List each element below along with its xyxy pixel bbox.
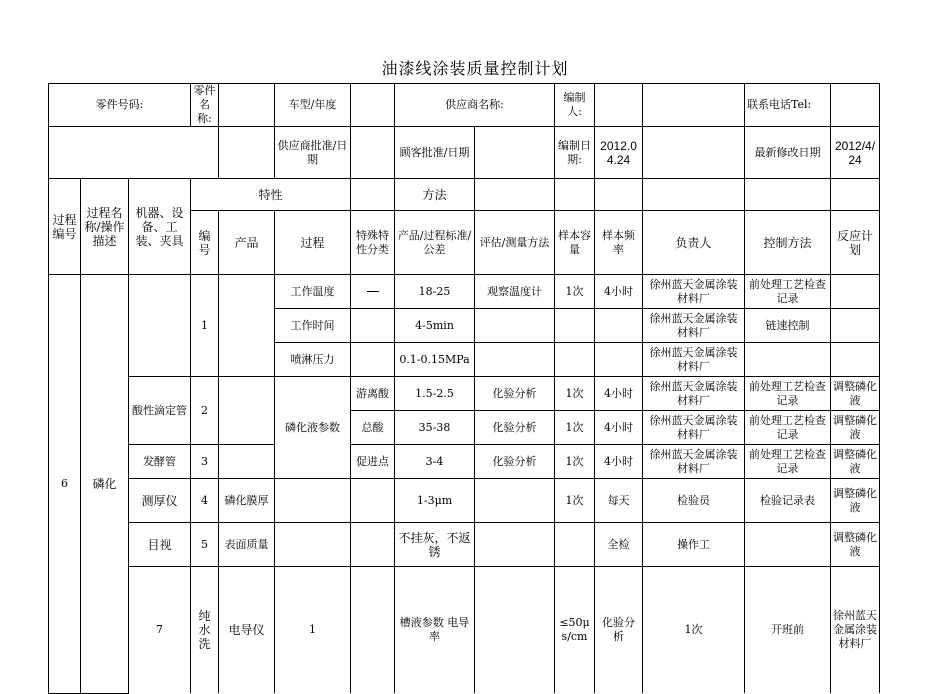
- characteristic-number: 5: [191, 523, 219, 567]
- reaction-plan: 调整磷化液: [831, 445, 880, 479]
- machine-cell: [129, 275, 191, 377]
- sample-size: [555, 523, 595, 567]
- control-method: 前处理工艺检查记录: [745, 275, 831, 309]
- owner: 徐州蓝天金属涂装材料厂: [643, 343, 745, 377]
- special-class-cell: [351, 275, 395, 309]
- specification: 4-5min: [395, 309, 475, 343]
- process-characteristic: 磷化液参数: [275, 377, 351, 479]
- column-header-row-1: [49, 179, 880, 211]
- dash-mark: [367, 291, 379, 292]
- owner: 操作工: [643, 523, 745, 567]
- column-product: 产品: [219, 211, 275, 275]
- sample-size: [555, 309, 595, 343]
- sample-size: 1次: [555, 445, 595, 479]
- blank-cell: [745, 179, 831, 211]
- blank-cell: [475, 179, 555, 211]
- blank-cell: [595, 179, 643, 211]
- process-number: 6: [49, 275, 81, 694]
- column-process: 过程: [275, 211, 351, 275]
- characteristic-number: 2: [191, 377, 219, 445]
- special-class-cell: [351, 479, 395, 523]
- evaluation-technique: [475, 523, 555, 567]
- header-row-1: [49, 84, 880, 127]
- blank-cell: [219, 127, 275, 179]
- blank-cell: [643, 84, 745, 127]
- process-characteristic: 喷淋压力: [275, 343, 351, 377]
- table-row: [49, 275, 880, 309]
- sample-frequency: 4小时: [595, 445, 643, 479]
- contact-label: 联系电话Tel:: [745, 84, 831, 127]
- customer-approval-value[interactable]: [475, 127, 555, 179]
- blank-cell: [831, 179, 880, 211]
- characteristic-number: 3: [191, 445, 219, 479]
- evaluation-technique: [475, 343, 555, 377]
- blank-cell: [555, 179, 595, 211]
- column-characteristics: 特性: [191, 179, 351, 211]
- process-characteristic: 工作温度: [275, 275, 351, 309]
- specification: 18-25: [395, 275, 475, 309]
- column-sample-size: 样本容量: [555, 211, 595, 275]
- evaluation-technique: 化验分析: [475, 445, 555, 479]
- product-cell: [351, 567, 395, 694]
- process-characteristic: [275, 523, 351, 567]
- sample-frequency: 开班前: [745, 567, 831, 694]
- product-cell: [219, 275, 275, 377]
- process-name: 磷化: [81, 275, 129, 694]
- machine-cell: 电导仪: [219, 567, 275, 694]
- evaluation-technique: 化验分析: [475, 411, 555, 445]
- owner: 徐州蓝天金属涂装材料厂: [643, 275, 745, 309]
- compile-date-label: 编制日期:: [555, 127, 595, 179]
- sample-frequency: [595, 309, 643, 343]
- owner: 徐州蓝天金属涂装材料厂: [643, 411, 745, 445]
- sample-size: 1次: [643, 567, 745, 694]
- reaction-plan: [831, 275, 880, 309]
- column-reaction-plan: 反应计划: [831, 211, 880, 275]
- evaluation-technique: [475, 309, 555, 343]
- reaction-plan: [831, 343, 880, 377]
- blank-cell: [643, 127, 745, 179]
- blank-cell: [351, 179, 395, 211]
- control-plan-table: [48, 83, 880, 694]
- column-evaluation-technique: 评估/测量方法: [475, 211, 555, 275]
- header-row-2: [49, 127, 880, 179]
- sample-frequency: 每天: [595, 479, 643, 523]
- model-year-value[interactable]: [351, 84, 395, 127]
- special-class: 总酸: [351, 411, 395, 445]
- process-number: 7: [129, 567, 191, 694]
- owner: 徐州蓝天金属涂装材料厂: [643, 377, 745, 411]
- table-row: [49, 567, 880, 694]
- specification: 1.5-2.5: [395, 377, 475, 411]
- specification: 不挂灰，不返锈: [395, 523, 475, 567]
- machine-cell: 酸性滴定管: [129, 377, 191, 445]
- special-class-cell: [351, 343, 395, 377]
- blank-cell: [643, 179, 745, 211]
- process-characteristic: [275, 479, 351, 523]
- evaluation-technique: 化验分析: [475, 377, 555, 411]
- product-characteristic: 表面质量: [219, 523, 275, 567]
- reaction-plan: [831, 309, 880, 343]
- sample-size: 1次: [555, 479, 595, 523]
- sample-size: 1次: [555, 275, 595, 309]
- sample-size: 1次: [555, 377, 595, 411]
- column-owner: 负责人: [643, 211, 745, 275]
- model-year-label: 车型/年度: [275, 84, 351, 127]
- supplier-name-label: 供应商名称:: [395, 84, 555, 127]
- supplier-approval-label: 供应商批准/日期: [275, 127, 351, 179]
- machine-cell: 目视: [129, 523, 191, 567]
- characteristic-number: 1: [275, 567, 351, 694]
- control-method: [745, 343, 831, 377]
- evaluation-technique: 化验分析: [595, 567, 643, 694]
- control-method: [745, 523, 831, 567]
- column-process-number: 过程编号: [49, 179, 81, 275]
- table-row: [49, 377, 880, 411]
- revision-date-value[interactable]: 2012/4/24: [831, 127, 880, 179]
- part-name-value[interactable]: [219, 84, 275, 127]
- sample-frequency: 4小时: [595, 411, 643, 445]
- contact-value[interactable]: [831, 84, 880, 127]
- blank-cell: [49, 127, 219, 179]
- column-methods: 方法: [395, 179, 475, 211]
- process-name: 纯水洗: [191, 567, 219, 694]
- table-row: [49, 479, 880, 523]
- revision-label: 最新修改日期: [745, 127, 831, 179]
- special-class: 促进点: [351, 445, 395, 479]
- sample-frequency: 4小时: [595, 377, 643, 411]
- specification: ≤50μs/cm: [555, 567, 595, 694]
- characteristic-number: 1: [191, 275, 219, 377]
- process-characteristic: 槽液参数 电导率: [395, 567, 475, 694]
- customer-approval-label: 顾客批准/日期: [395, 127, 475, 179]
- column-special-class: 特殊特性分类: [351, 211, 395, 275]
- part-number-label: 零件号码:: [49, 84, 191, 127]
- control-method: 检验记录表: [745, 479, 831, 523]
- column-characteristic-number: 编号: [191, 211, 219, 275]
- process-characteristic: 工作时间: [275, 309, 351, 343]
- control-method: 前处理工艺检查记录: [745, 411, 831, 445]
- sample-frequency: 全检: [595, 523, 643, 567]
- product-characteristic: 磷化膜厚: [219, 479, 275, 523]
- column-sample-frequency: 样本频率: [595, 211, 643, 275]
- owner: 检验员: [643, 479, 745, 523]
- sample-size: [555, 343, 595, 377]
- sample-frequency: 4小时: [595, 275, 643, 309]
- specification: 1-3μm: [395, 479, 475, 523]
- specification: 35-38: [395, 411, 475, 445]
- owner: 徐州蓝天金属涂装材料厂: [643, 445, 745, 479]
- column-control-method: 控制方法: [745, 211, 831, 275]
- reaction-plan: 调整磷化液: [831, 411, 880, 445]
- owner: 徐州蓝天金属涂装材料厂: [831, 567, 880, 694]
- control-method: 前处理工艺检查记录: [745, 377, 831, 411]
- reaction-plan: 调整磷化液: [831, 523, 880, 567]
- control-method: 前处理工艺检查记录: [745, 445, 831, 479]
- reaction-plan: 调整磷化液: [831, 377, 880, 411]
- control-method: 链速控制: [745, 309, 831, 343]
- owner: 徐州蓝天金属涂装材料厂: [643, 309, 745, 343]
- evaluation-technique: [475, 479, 555, 523]
- specification: 0.1-0.15MPa: [395, 343, 475, 377]
- machine-cell: 发酵管: [129, 445, 191, 479]
- special-class-cell: [351, 523, 395, 567]
- special-class-cell: [475, 567, 555, 694]
- product-cell: [219, 377, 275, 445]
- sample-frequency: [595, 343, 643, 377]
- evaluation-technique: 观察温度计: [475, 275, 555, 309]
- sample-size: 1次: [555, 411, 595, 445]
- characteristic-number: 4: [191, 479, 219, 523]
- table-row: [49, 445, 880, 479]
- document-title: 油漆线涂装质量控制计划: [381, 59, 569, 78]
- column-specification: 产品/过程标准/公差: [395, 211, 475, 275]
- column-machine: 机器、设备、工装、夹具: [129, 179, 191, 275]
- machine-cell: 测厚仪: [129, 479, 191, 523]
- specification: 3-4: [395, 445, 475, 479]
- special-class: 游离酸: [351, 377, 395, 411]
- supplier-approval-value[interactable]: [351, 127, 395, 179]
- compiler-value[interactable]: [595, 84, 643, 127]
- product-cell: [219, 445, 275, 479]
- reaction-plan: 调整磷化液: [831, 479, 880, 523]
- column-process-name: 过程名称/操作描述: [81, 179, 129, 275]
- part-name-label: 零件名称:: [191, 84, 219, 127]
- table-row: [49, 523, 880, 567]
- compile-date-value[interactable]: 2012.04.24: [595, 127, 643, 179]
- compiler-label: 编制人:: [555, 84, 595, 127]
- special-class-cell: [351, 309, 395, 343]
